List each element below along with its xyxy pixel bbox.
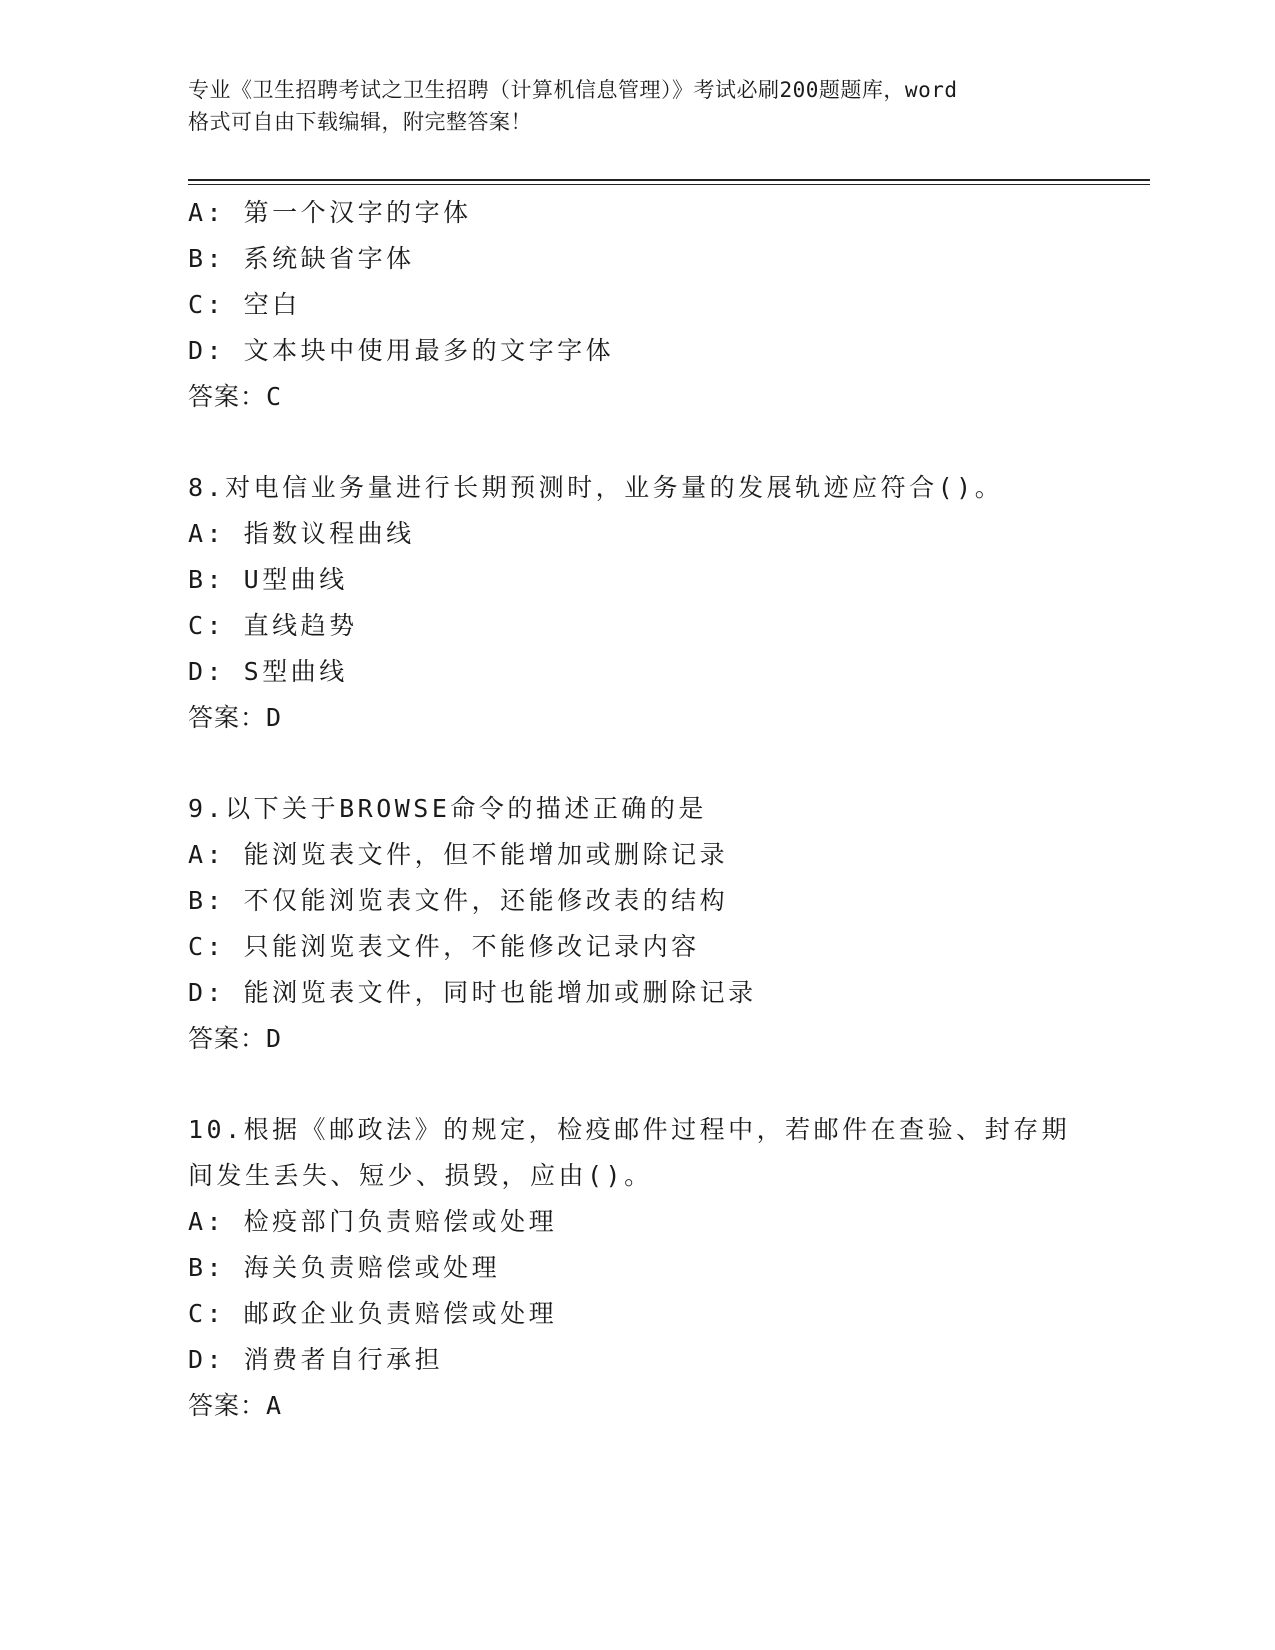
answer-value: D (266, 703, 283, 732)
answer-line (188, 695, 1108, 741)
option-d: D: 文本块中使用最多的文字字体 (188, 336, 615, 365)
option-b: B: 系统缺省字体 (188, 244, 415, 273)
document-header (188, 74, 1088, 138)
question-stem-line-1: 10.根据《邮政法》的规定，检疫邮件过程中，若邮件在查验、封存期 (188, 1115, 1071, 1144)
option-c: C: 邮政企业负责赔偿或处理 (188, 1299, 558, 1328)
option-c: C: 只能浏览表文件，不能修改记录内容 (188, 932, 700, 961)
question-7 (188, 190, 1108, 420)
answer-line (188, 1383, 1108, 1429)
option-c: C: 空白 (188, 290, 301, 319)
answer-value: A (266, 1391, 283, 1420)
answer-value: D (266, 1024, 283, 1053)
option-b: B: U型曲线 (188, 565, 348, 594)
question-list (188, 190, 1108, 1429)
question-8 (188, 465, 1108, 741)
answer-line (188, 374, 1108, 420)
option-d: D: 消费者自行承担 (188, 1345, 444, 1374)
answer-label: 答案： (188, 703, 267, 732)
answer-label: 答案： (188, 1024, 267, 1053)
answer-value: C (266, 382, 283, 411)
question-stem: 8.对电信业务量进行长期预测时，业务量的发展轨迹应符合()。 (188, 473, 1004, 502)
answer-line (188, 1016, 1108, 1062)
answer-label: 答案： (188, 382, 267, 411)
question-stem: 9.以下关于BROWSE命令的描述正确的是 (188, 794, 707, 823)
header-line-2: 格式可自由下载编辑，附完整答案！ (188, 110, 532, 134)
option-d: D: 能浏览表文件，同时也能增加或删除记录 (188, 978, 757, 1007)
answer-label: 答案： (188, 1391, 267, 1420)
option-c: C: 直线趋势 (188, 611, 358, 640)
header-line-1: 专业《卫生招聘考试之卫生招聘（计算机信息管理）》考试必刷200题题库，word (188, 78, 958, 102)
header-rule-thick (188, 179, 1150, 181)
option-b: B: 不仅能浏览表文件，还能修改表的结构 (188, 886, 729, 915)
option-b: B: 海关负责赔偿或处理 (188, 1253, 501, 1282)
question-10 (188, 1107, 1108, 1429)
option-a: A: 指数议程曲线 (188, 519, 415, 548)
option-a: A: 检疫部门负责赔偿或处理 (188, 1207, 558, 1236)
option-a: A: 第一个汉字的字体 (188, 198, 472, 227)
question-9 (188, 786, 1108, 1062)
option-a: A: 能浏览表文件，但不能增加或删除记录 (188, 840, 729, 869)
header-rule-thin (188, 184, 1150, 185)
option-d: D: S型曲线 (188, 657, 348, 686)
question-stem-line-2: 间发生丢失、短少、损毁，应由()。 (188, 1161, 653, 1190)
